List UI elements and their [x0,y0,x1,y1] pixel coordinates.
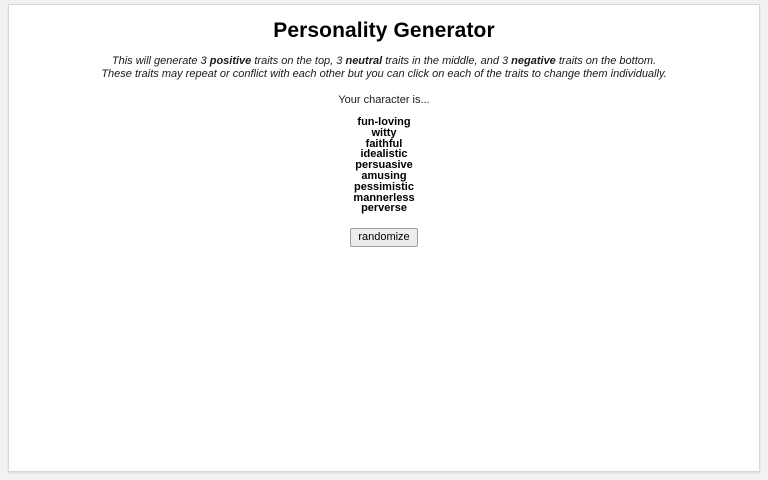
description-line-1 [9,55,759,68]
description-bold-negative: negative [511,55,556,67]
description-line-2: These traits may repeat or conflict with each other but you can click on each of the traits to change them individually. [101,68,667,80]
trait-item[interactable]: perverse [361,202,407,215]
trait-list [9,117,759,214]
description-part-3: traits in the middle, and 3 [382,55,512,67]
page-title: Personality Generator [273,19,495,42]
trait-item[interactable]: witty [371,126,397,139]
character-intro-text: Your character is... [338,94,430,106]
content-area [9,5,759,247]
page-container [8,4,760,472]
trait-item[interactable]: amusing [361,169,407,182]
trait-item[interactable]: mannerless [353,191,415,204]
trait-item[interactable]: faithful [365,137,403,150]
trait-item[interactable]: pessimistic [354,180,414,193]
description-part-2: traits on the top, 3 [251,55,346,67]
trait-item[interactable]: idealistic [360,148,408,161]
trait-item[interactable]: fun-loving [357,116,411,128]
randomize-button[interactable]: randomize [350,228,417,247]
description-part-1: This will generate 3 [111,55,210,67]
trait-item[interactable]: persuasive [355,159,413,172]
description-text [9,55,759,81]
description-bold-neutral: neutral [345,55,383,67]
description-bold-positive: positive [209,55,252,67]
button-area [9,227,759,247]
description-part-4: traits on the bottom. [555,55,657,67]
